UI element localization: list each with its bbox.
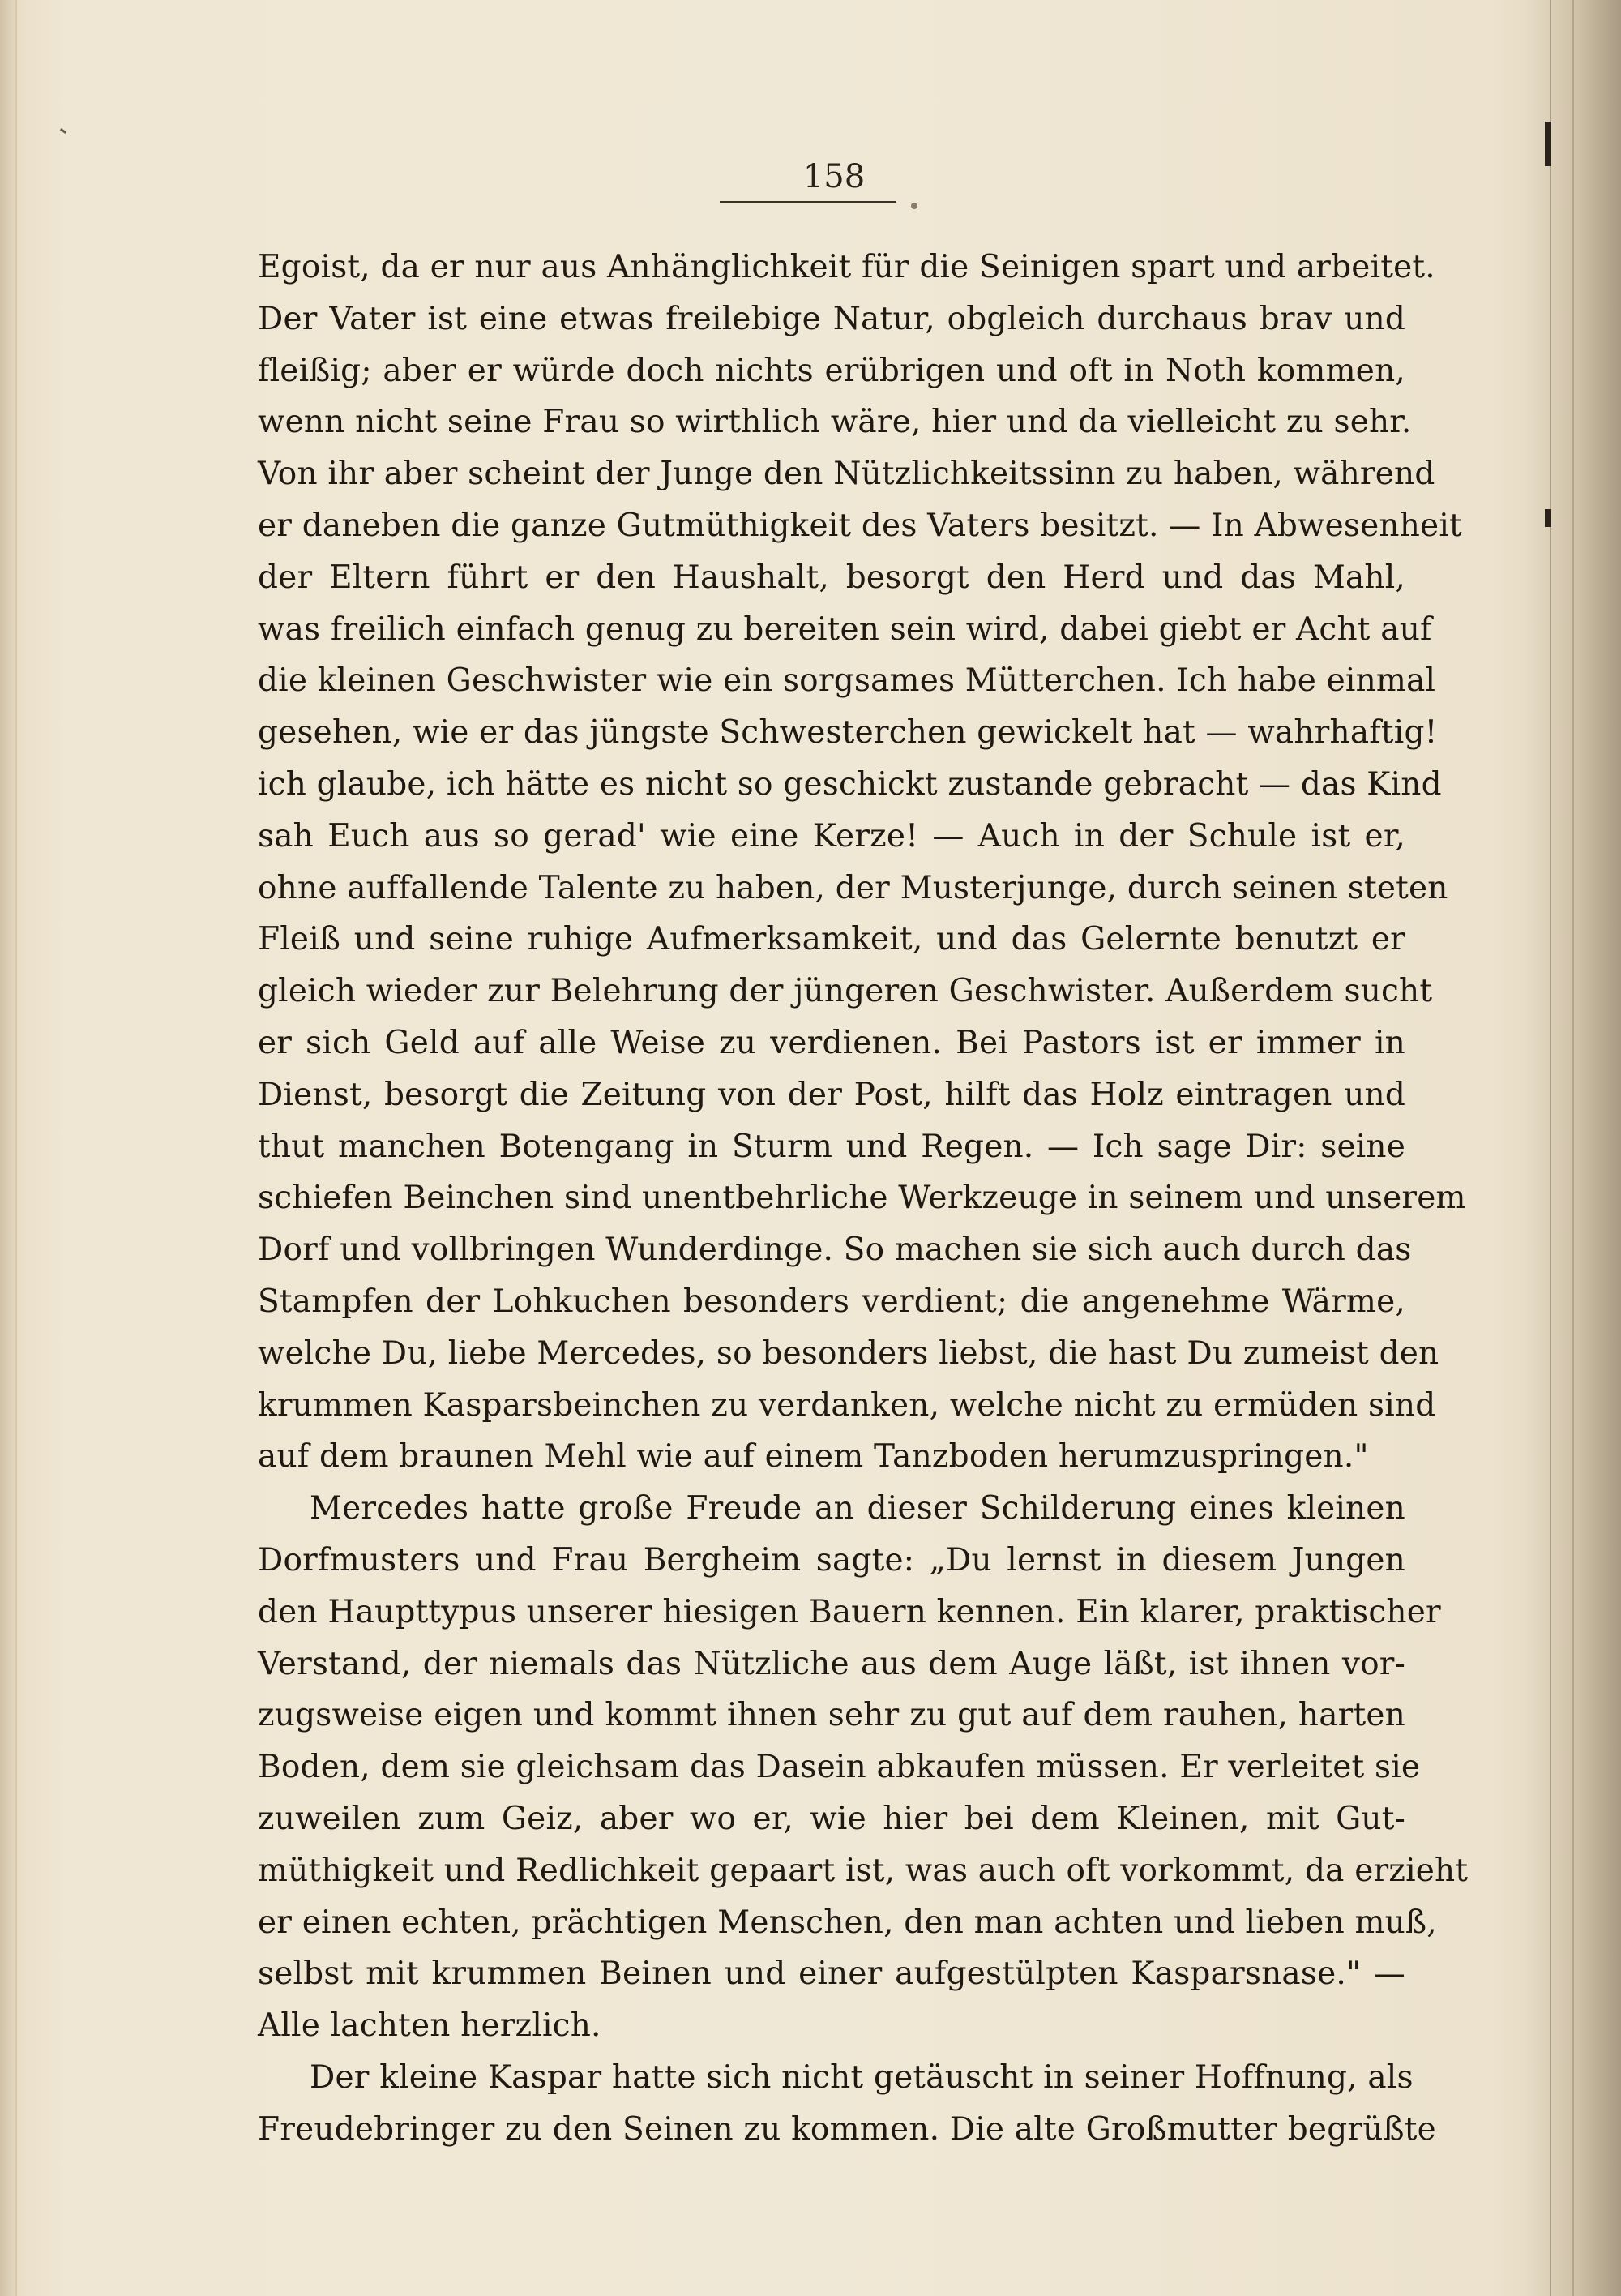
text-line: ich glaube, ich hätte es nicht so geschickt zustande gebracht — das Kind [258, 765, 1442, 803]
text-line: schiefen Beinchen sind unentbehrliche Werkzeuge in seinem und unserem [258, 1180, 1466, 1217]
text-line: was freilich einfach genug zu bereiten sein wird, dabei giebt er Acht auf [258, 610, 1432, 648]
text-line: er daneben die ganze Gutmüthigkeit des Vaters besitzt. — In Abwesenheit [258, 507, 1462, 544]
text-line: zugsweise eigen und kommt ihnen sehr zu gut auf dem rauhen, harten [258, 1697, 1405, 1734]
binding-mark-top [1545, 122, 1551, 166]
text-line: Fleiß und seine ruhige Aufmerksamkeit, und das Gelernte benutzt er [258, 921, 1405, 958]
page-number: 158 [802, 158, 866, 195]
text-line: Freudebringer zu den Seinen zu kommen. Die alte Großmutter begrüßte [258, 2110, 1436, 2148]
text-line: Der Vater ist eine etwas freilebige Natur, obgleich durchaus brav und [258, 300, 1405, 337]
text-line: die kleinen Geschwister wie ein sorgsames Mütterchen. Ich habe einmal [258, 662, 1436, 700]
text-line: welche Du, liebe Mercedes, so besonders liebst, die hast Du zumeist den [258, 1334, 1439, 1372]
text-line: ohne auffallende Talente zu haben, der Musterjunge, durch seinen steten [258, 869, 1448, 906]
text-line: zuweilen zum Geiz, aber wo er, wie hier bei dem Kleinen, mit Gut- [258, 1800, 1405, 1837]
text-line: Der kleine Kaspar hatte sich nicht getäuscht in seiner Hoffnung, als [310, 2058, 1414, 2096]
stray-ink-mark [60, 128, 66, 134]
text-line: der Eltern führt er den Haushalt, besorgt den Herd und das Mahl, [258, 559, 1405, 596]
text-line: Dorfmusters und Frau Bergheim sagte: „Du lernst in diesem Jungen [258, 1541, 1405, 1578]
gutter-line-outer [1572, 0, 1574, 2296]
text-line: sah Euch aus so gerad' wie eine Kerze! — Auch in der Schule ist er, [258, 817, 1405, 855]
text-line: Alle lachten herzlich. [258, 2007, 601, 2045]
text-line: Von ihr aber scheint der Junge den Nützlichkeitssinn zu haben, während [258, 456, 1435, 493]
text-line: krummen Kasparsbeinchen zu verdanken, welche nicht zu ermüden sind [258, 1386, 1436, 1424]
text-line: Dienst, besorgt die Zeitung von der Post, hilft das Holz eintragen und [258, 1076, 1405, 1113]
text-line: gesehen, wie er das jüngste Schwesterchen gewickelt hat — wahrhaftig! [258, 714, 1438, 752]
gutter-line [1550, 0, 1551, 2296]
text-line: auf dem braunen Mehl wie auf einem Tanzboden herumzuspringen." [258, 1438, 1369, 1476]
text-line: er sich Geld auf alle Weise zu verdienen. Bei Pastors ist er immer in [258, 1024, 1405, 1061]
binding-mark-middle [1545, 509, 1551, 527]
text-line: Boden, dem sie gleichsam das Dasein abkaufen müssen. Er verleitet sie [258, 1749, 1421, 1786]
text-line: thut manchen Botengang in Sturm und Regen. — Ich sage Dir: seine [258, 1128, 1405, 1165]
text-line: müthigkeit und Redlichkeit gepaart ist, was auch oft vorkommt, da erzieht [258, 1852, 1469, 1889]
text-line: selbst mit krummen Beinen und einer aufgestülpten Kasparsnase." — [258, 1955, 1405, 1993]
text-line: Mercedes hatte große Freude an dieser Schilderung eines kleinen [310, 1490, 1405, 1527]
text-line: Dorf und vollbringen Wunderdinge. So machen sie sich auch durch das [258, 1232, 1412, 1269]
page-number-rule [720, 201, 896, 203]
body-text [258, 242, 1469, 2155]
text-line: Egoist, da er nur aus Anhänglichkeit für die Seinigen spart und arbeitet. [258, 249, 1435, 285]
text-line: er einen echten, prächtigen Menschen, den man achten und lieben muß, [258, 1904, 1437, 1941]
text-line: Stampfen der Lohkuchen besonders verdient; die angenehme Wärme, [258, 1283, 1405, 1320]
text-line: Verstand, der niemals das Nützliche aus dem Auge läßt, ist ihnen vor- [258, 1645, 1405, 1682]
left-page-edge-line [15, 0, 17, 2296]
text-line: wenn nicht seine Frau so wirthlich wäre, hier und da vielleicht zu sehr. [258, 404, 1412, 441]
text-line: gleich wieder zur Belehrung der jüngeren Geschwister. Außerdem sucht [258, 973, 1433, 1010]
stray-dot-mark [911, 203, 917, 209]
text-line: fleißig; aber er würde doch nichts erübrigen und oft in Noth kommen, [258, 352, 1405, 389]
text-line: den Haupttypus unserer hiesigen Bauern kennen. Ein klarer, praktischer [258, 1593, 1441, 1630]
